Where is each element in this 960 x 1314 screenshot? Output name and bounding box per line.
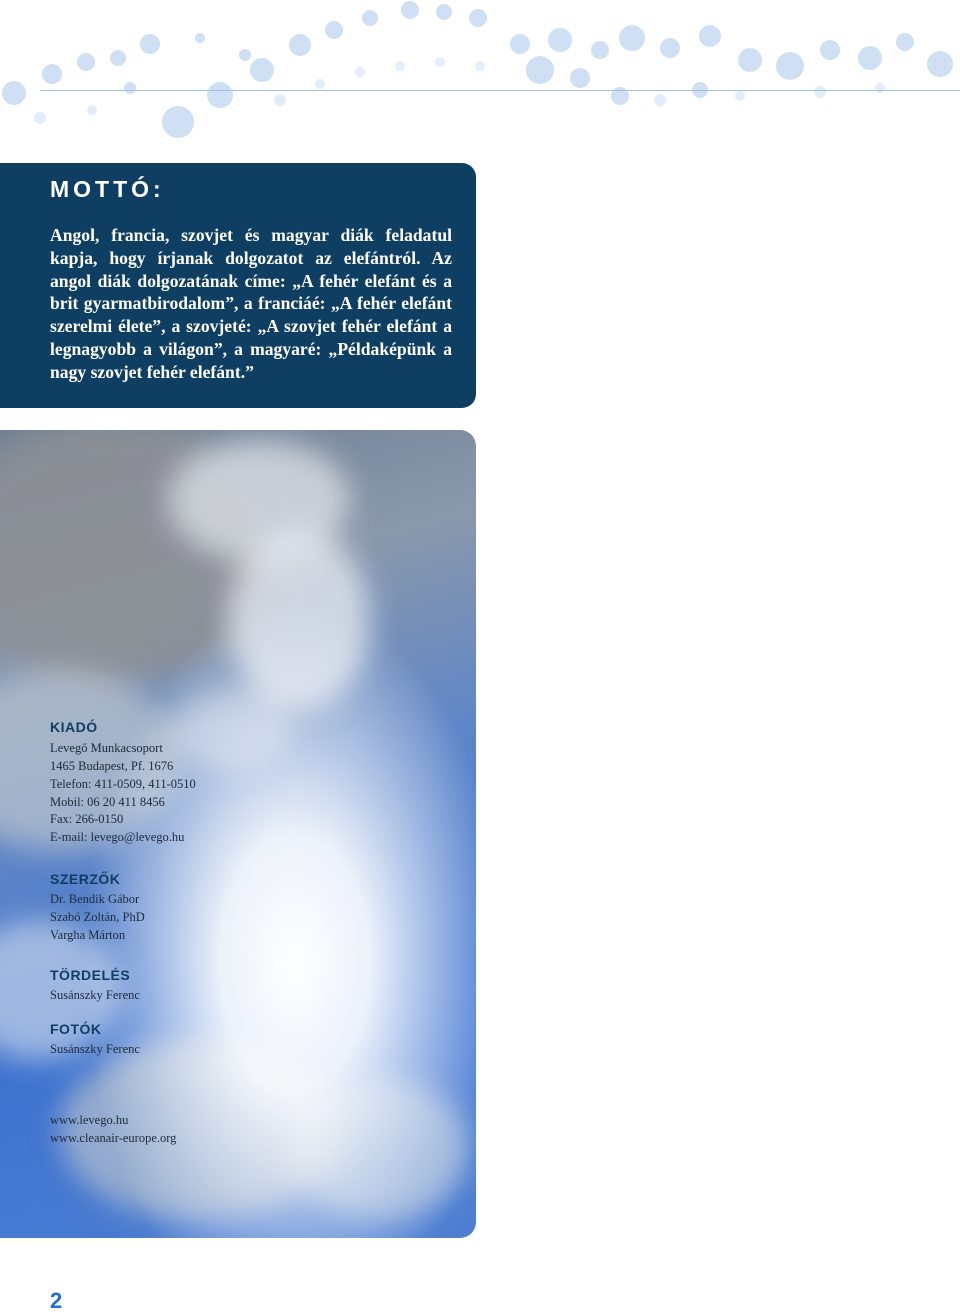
photos-name: Susánszky Ferenc (50, 1042, 140, 1056)
authors-heading: SZERZŐK (50, 871, 121, 887)
publisher-heading: KIADÓ (50, 719, 98, 735)
author-name: Dr. Bendik Gábor (50, 892, 140, 906)
layout-name: Susánszky Ferenc (50, 988, 140, 1002)
motto-text: Angol, francia, szovjet és magyar diák feladatul kapja, hogy írjanak dolgozatot az elefántról. Az angol diák dolgozatának címe: „A fehér elefánt és a brit gyarmatbirodalom”, a franciáé: „A fehér elefánt szerelmi élete”, a szovjeté: „A szovjet fehér elefánt a legnagyobb a világon”, a magyaré: „Példaképünk a nagy szovjet fehér elefánt.” (50, 225, 452, 382)
publisher-fax: Fax: 266-0150 (50, 812, 124, 826)
layout-heading: TÖRDELÉS (50, 967, 131, 983)
author-name: Szabó Zoltán, PhD (50, 910, 145, 924)
decorative-bubbles (0, 0, 960, 150)
motto-title: MOTTÓ: (50, 176, 165, 202)
header-rule (40, 90, 960, 91)
publisher-line: Levegő Munkacsoport (50, 741, 163, 755)
photos-heading: FOTÓK (50, 1021, 102, 1037)
publisher-line: 1465 Budapest, Pf. 1676 (50, 759, 174, 773)
publisher-email: E-mail: levego@levego.hu (50, 830, 185, 844)
author-name: Vargha Márton (50, 928, 126, 942)
publisher-mobile: Mobil: 06 20 411 8456 (50, 795, 165, 809)
publisher-phone: Telefon: 411-0509, 411-0510 (50, 777, 196, 791)
website-link[interactable]: www.levego.hu (50, 1113, 129, 1127)
page-number: 2 (50, 1288, 63, 1313)
website-link[interactable]: www.cleanair-europe.org (50, 1131, 177, 1145)
